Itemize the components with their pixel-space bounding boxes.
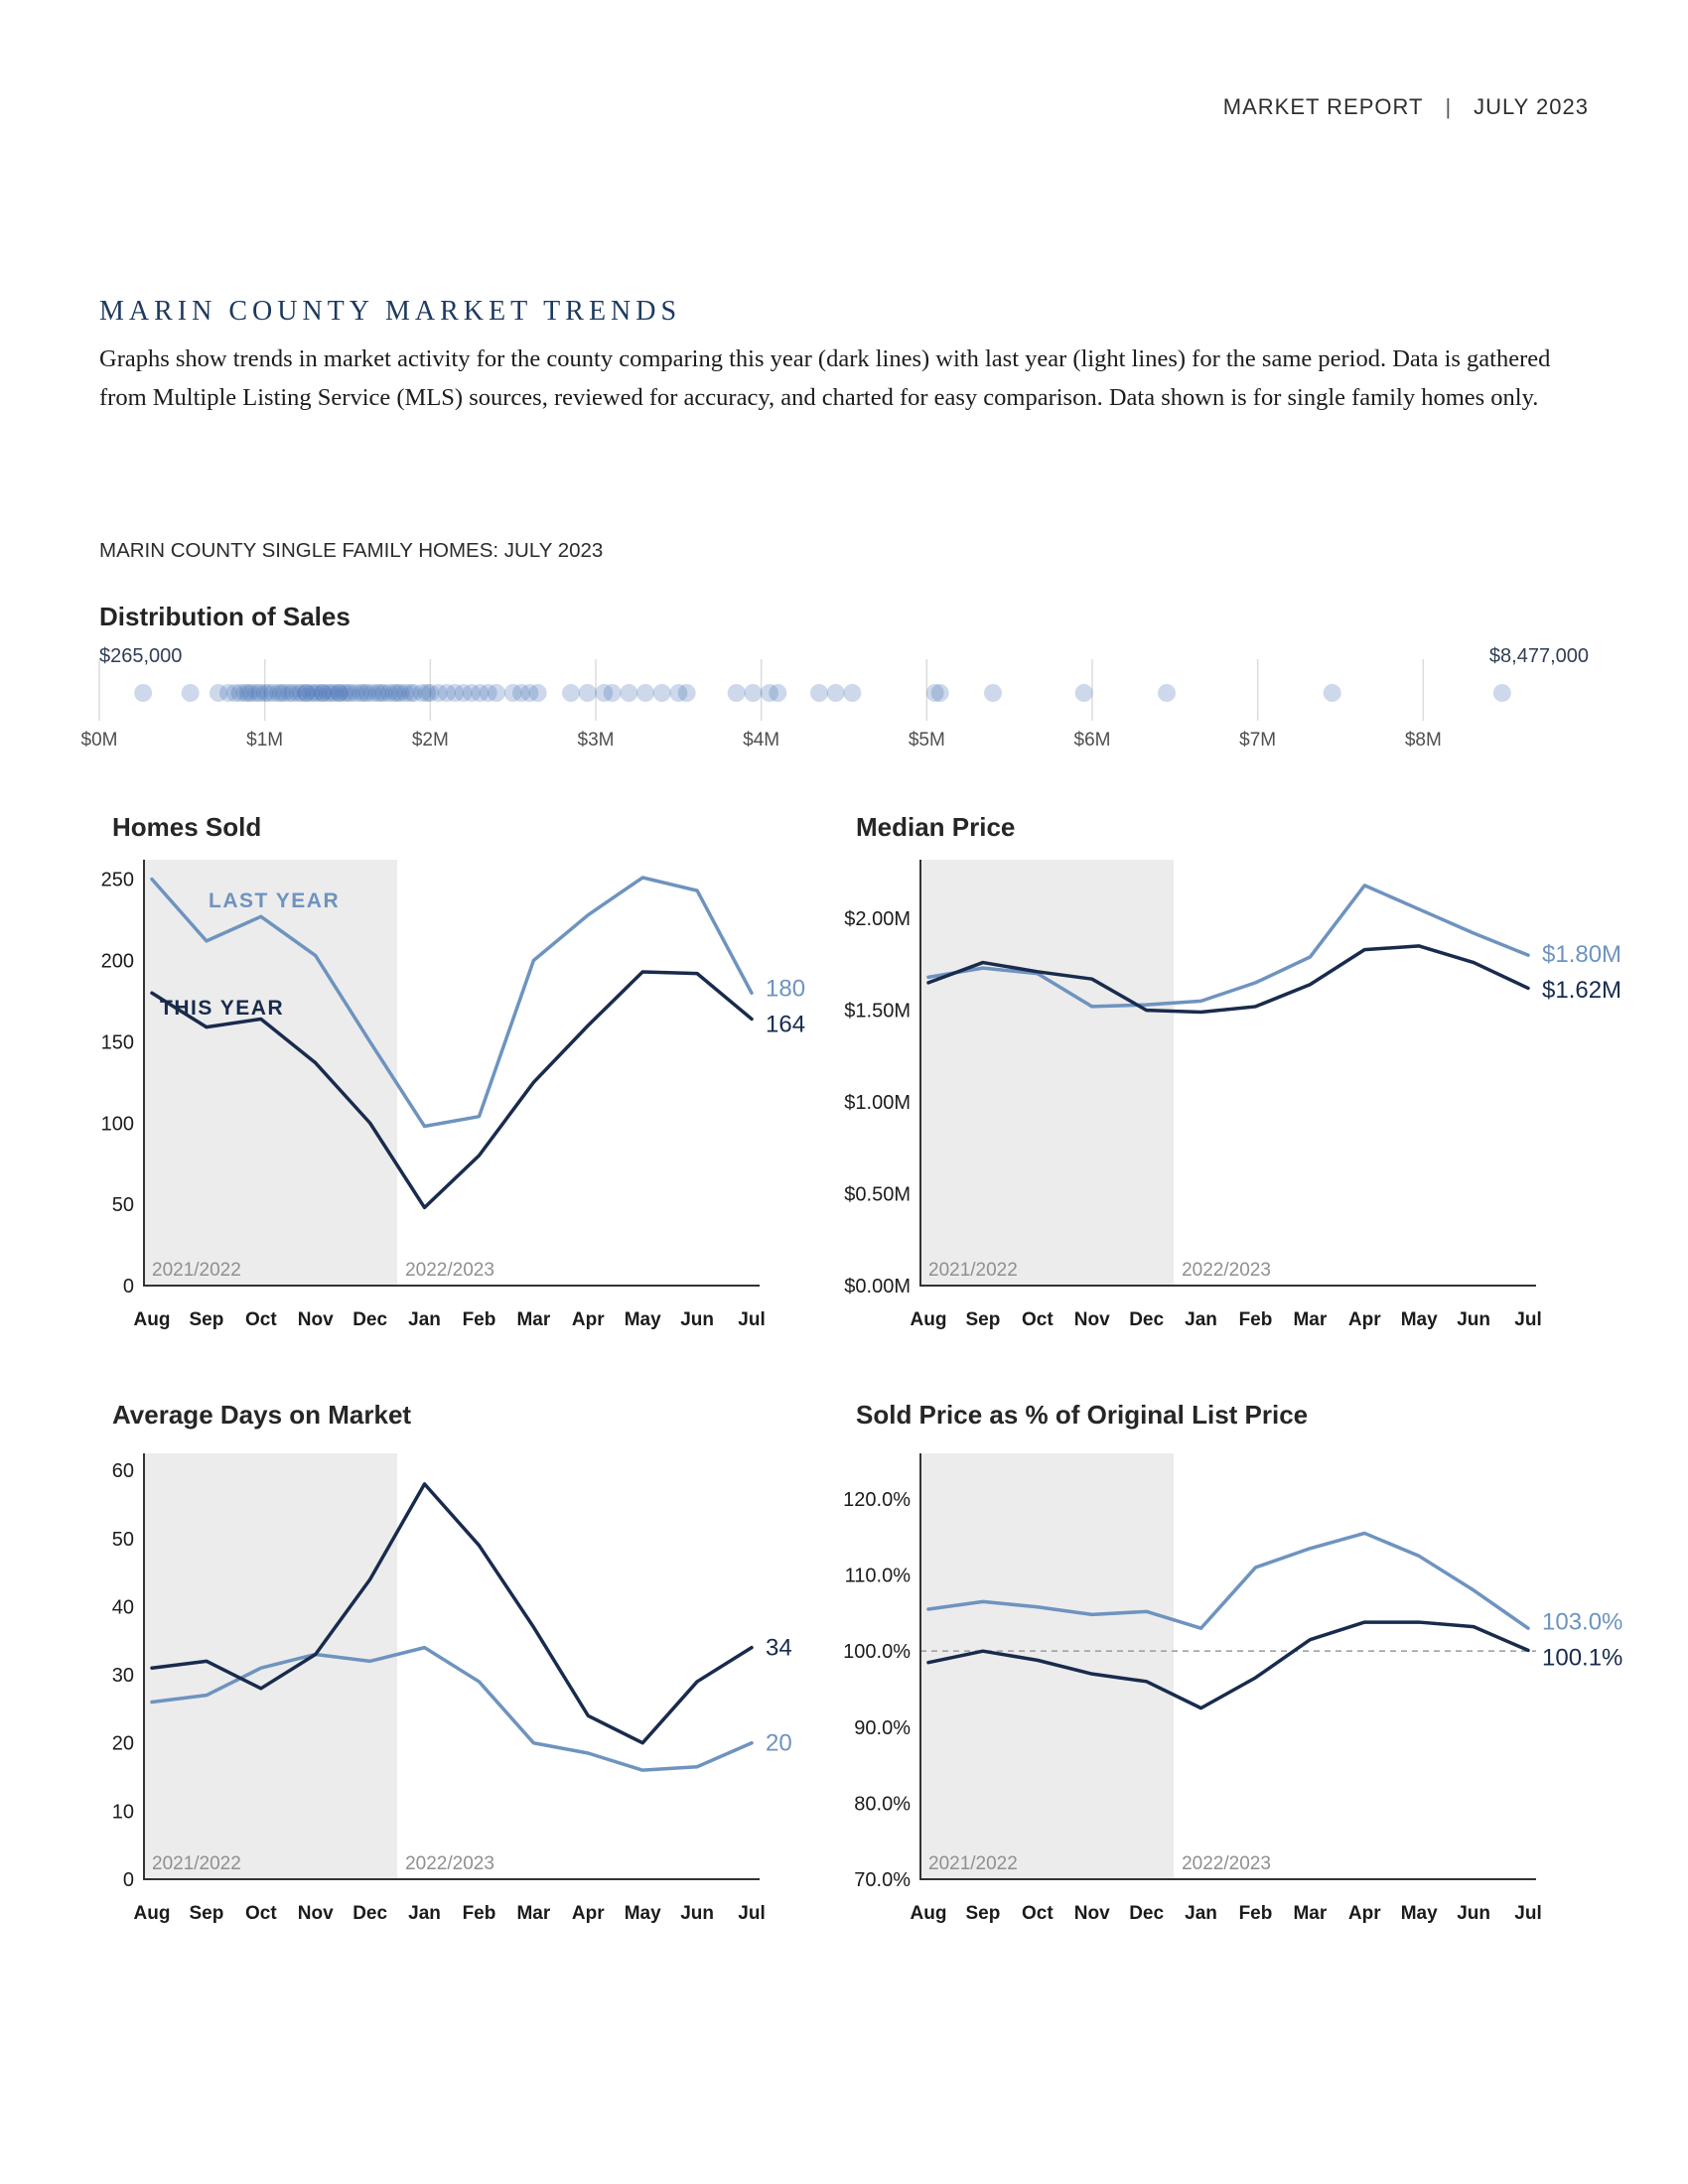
chart-text: May	[1400, 1309, 1438, 1330]
page-header	[1223, 94, 1589, 120]
chart-text: 180	[766, 975, 806, 1003]
chart-text: Nov	[1073, 1309, 1110, 1330]
chart-text: $0.00M	[844, 1276, 911, 1297]
chart-text: Sep	[965, 1903, 1001, 1924]
sale-price-dot	[488, 684, 505, 702]
chart-text: 100	[100, 1113, 134, 1136]
intro-paragraph: Graphs show trends in market activity for the county comparing this year (dark lines) with last year (light lines) for the same period. Data is gathered from Multiple Listing Service (MLS) sources, reviewed for accuracy, and charted for easy comparison. Data shown is for single family homes only.	[99, 345, 1551, 412]
sale-price-dot	[728, 684, 746, 702]
chart-text: Nov	[1073, 1903, 1110, 1924]
chart-text: $1.50M	[844, 1000, 911, 1023]
chart-text: 30	[111, 1665, 134, 1688]
chart-text: Jun	[1457, 1309, 1490, 1330]
sold-price-percent-chart	[816, 1437, 1623, 1939]
chart-text: Feb	[462, 1903, 496, 1924]
header-date-label: JULY 2023	[1474, 94, 1589, 119]
chart-text: 2022/2023	[1182, 1260, 1271, 1281]
chart-text: Aug	[910, 1309, 947, 1330]
chart-text: 2021/2022	[152, 1260, 241, 1281]
sale-price-dot	[1158, 684, 1176, 702]
chart-text: $4M	[743, 730, 780, 751]
chart-text: 150	[100, 1031, 134, 1054]
chart-text: Oct	[1021, 1903, 1054, 1924]
average-days-on-market-title: Average Days on Market	[112, 1400, 412, 1430]
sale-price-dot	[604, 684, 622, 702]
chart-text: Dec	[352, 1309, 388, 1330]
chart-text: 250	[100, 869, 134, 891]
chart-text: Sep	[189, 1309, 224, 1330]
chart-text: 100.0%	[843, 1641, 911, 1664]
chart-text: 0	[122, 1276, 134, 1297]
chart-text: $1.62M	[1542, 976, 1622, 1004]
chart-text: Jan	[408, 1309, 441, 1330]
chart-text: Jun	[680, 1903, 714, 1924]
distribution-of-sales-title: Distribution of Sales	[99, 602, 351, 631]
chart-text: $8M	[1404, 730, 1442, 751]
chart-text: $5M	[908, 730, 945, 751]
chart-text: Jul	[1514, 1903, 1542, 1924]
median-price-chart	[816, 844, 1622, 1345]
chart-text: $1.00M	[844, 1092, 911, 1115]
chart-text: May	[624, 1903, 661, 1924]
chart-text: 100.1%	[1542, 1644, 1623, 1672]
chart-text: Nov	[297, 1903, 334, 1924]
chart-text: Dec	[1129, 1903, 1165, 1924]
chart-text: 80.0%	[854, 1793, 911, 1816]
sale-price-dot	[579, 684, 597, 702]
chart-text: Jan	[408, 1903, 441, 1924]
sale-price-dot	[1324, 684, 1341, 702]
chart-text: 50	[111, 1194, 134, 1217]
chart-text: 40	[111, 1596, 134, 1619]
sale-price-dot	[529, 684, 547, 702]
chart-text: 2022/2023	[405, 1260, 494, 1281]
chart-text: $1M	[246, 730, 284, 751]
chart-text: 60	[111, 1460, 134, 1483]
chart-text: 2022/2023	[405, 1853, 494, 1874]
sale-price-dot	[843, 684, 861, 702]
chart-text: Jan	[1185, 1309, 1217, 1330]
sale-price-dot	[182, 684, 200, 702]
chart-text: Feb	[1238, 1309, 1273, 1330]
chart-text: Apr	[1347, 1309, 1381, 1330]
chart-text: Mar	[516, 1903, 551, 1924]
chart-text: Apr	[571, 1309, 605, 1330]
chart-text: Sep	[965, 1309, 1001, 1330]
chart-text: LAST YEAR	[209, 889, 341, 912]
chart-text: May	[1400, 1903, 1438, 1924]
sold-price-percent-title: Sold Price as % of Original List Price	[856, 1400, 1309, 1430]
average-days-on-market-chart	[40, 1437, 834, 1939]
chart-text: 34	[766, 1634, 792, 1662]
chart-text: Nov	[297, 1309, 334, 1330]
homes-sold-chart	[40, 844, 834, 1345]
chart-text: 2021/2022	[928, 1853, 1018, 1874]
chart-text: Aug	[910, 1903, 947, 1924]
chart-text: 10	[111, 1801, 134, 1824]
chart-text: THIS YEAR	[160, 997, 285, 1020]
dataset-subheading: MARIN COUNTY SINGLE FAMILY HOMES: JULY 2023	[99, 539, 604, 562]
distribution-of-sales-plot	[80, 639, 1589, 751]
chart-text: Aug	[133, 1903, 171, 1924]
chart-text: Oct	[244, 1903, 277, 1924]
chart-text: 70.0%	[854, 1869, 911, 1891]
chart-text: $1.80M	[1542, 940, 1622, 968]
sale-price-dot	[1075, 684, 1093, 702]
sale-price-dot	[620, 684, 637, 702]
chart-text: Oct	[244, 1309, 277, 1330]
chart-text: 90.0%	[854, 1716, 911, 1739]
sale-price-dot	[678, 684, 696, 702]
sale-price-dot	[931, 684, 949, 702]
chart-text: Jul	[738, 1903, 766, 1924]
chart-text: $3M	[577, 730, 615, 751]
chart-text: Mar	[516, 1309, 551, 1330]
chart-text: Jul	[1514, 1309, 1542, 1330]
distribution-min-price-label: $265,000	[99, 645, 183, 667]
chart-text: $2M	[411, 730, 449, 751]
chart-text: Jan	[1185, 1903, 1217, 1924]
chart-text: 164	[766, 1011, 806, 1038]
sale-price-dot	[810, 684, 828, 702]
chart-text: 200	[100, 950, 134, 973]
chart-text: $0.50M	[844, 1183, 911, 1206]
chart-text: 20	[766, 1729, 792, 1757]
chart-text: 2021/2022	[152, 1853, 241, 1874]
chart-text: $2.00M	[844, 908, 911, 931]
chart-text: 110.0%	[844, 1565, 911, 1587]
sale-price-dot	[984, 684, 1002, 702]
sale-price-dot	[744, 684, 762, 702]
chart-text: 50	[111, 1528, 134, 1551]
sale-price-dot	[1493, 684, 1511, 702]
chart-text: $0M	[80, 730, 118, 751]
chart-text: 120.0%	[843, 1488, 911, 1511]
chart-text: Mar	[1293, 1903, 1328, 1924]
chart-text: Sep	[189, 1903, 224, 1924]
chart-text: May	[624, 1309, 661, 1330]
sale-price-dot	[134, 684, 152, 702]
chart-text: Aug	[133, 1309, 171, 1330]
distribution-max-price-label: $8,477,000	[1488, 645, 1589, 667]
prior-year-shade	[920, 860, 1174, 1286]
chart-text: Apr	[1347, 1903, 1381, 1924]
chart-text: 2022/2023	[1182, 1853, 1271, 1874]
homes-sold-title: Homes Sold	[112, 812, 262, 842]
chart-text: $7M	[1239, 730, 1277, 751]
chart-text: 2021/2022	[928, 1260, 1018, 1281]
chart-text: Dec	[1129, 1309, 1165, 1330]
header-separator: |	[1445, 94, 1453, 119]
sale-price-dot	[562, 684, 580, 702]
chart-text: Dec	[352, 1903, 388, 1924]
sale-price-dot	[769, 684, 786, 702]
chart-text: Mar	[1293, 1309, 1328, 1330]
chart-text: $6M	[1073, 730, 1111, 751]
header-report-label: MARKET REPORT	[1222, 94, 1424, 119]
chart-text: Jun	[680, 1309, 714, 1330]
chart-text: Oct	[1021, 1309, 1054, 1330]
chart-text: Jul	[738, 1309, 766, 1330]
chart-text: 0	[122, 1869, 134, 1891]
median-price-title: Median Price	[856, 812, 1016, 842]
chart-text: Jun	[1457, 1903, 1490, 1924]
sale-price-dot	[827, 684, 845, 702]
chart-text: 103.0%	[1542, 1608, 1623, 1636]
page-title: MARIN COUNTY MARKET TRENDS	[99, 296, 682, 327]
chart-text: Feb	[462, 1309, 496, 1330]
sale-price-dot	[636, 684, 654, 702]
prior-year-shade	[920, 1453, 1174, 1879]
sale-price-dot	[653, 684, 671, 702]
chart-text: Apr	[571, 1903, 605, 1924]
chart-text: 20	[111, 1732, 134, 1755]
chart-text: Feb	[1238, 1903, 1273, 1924]
